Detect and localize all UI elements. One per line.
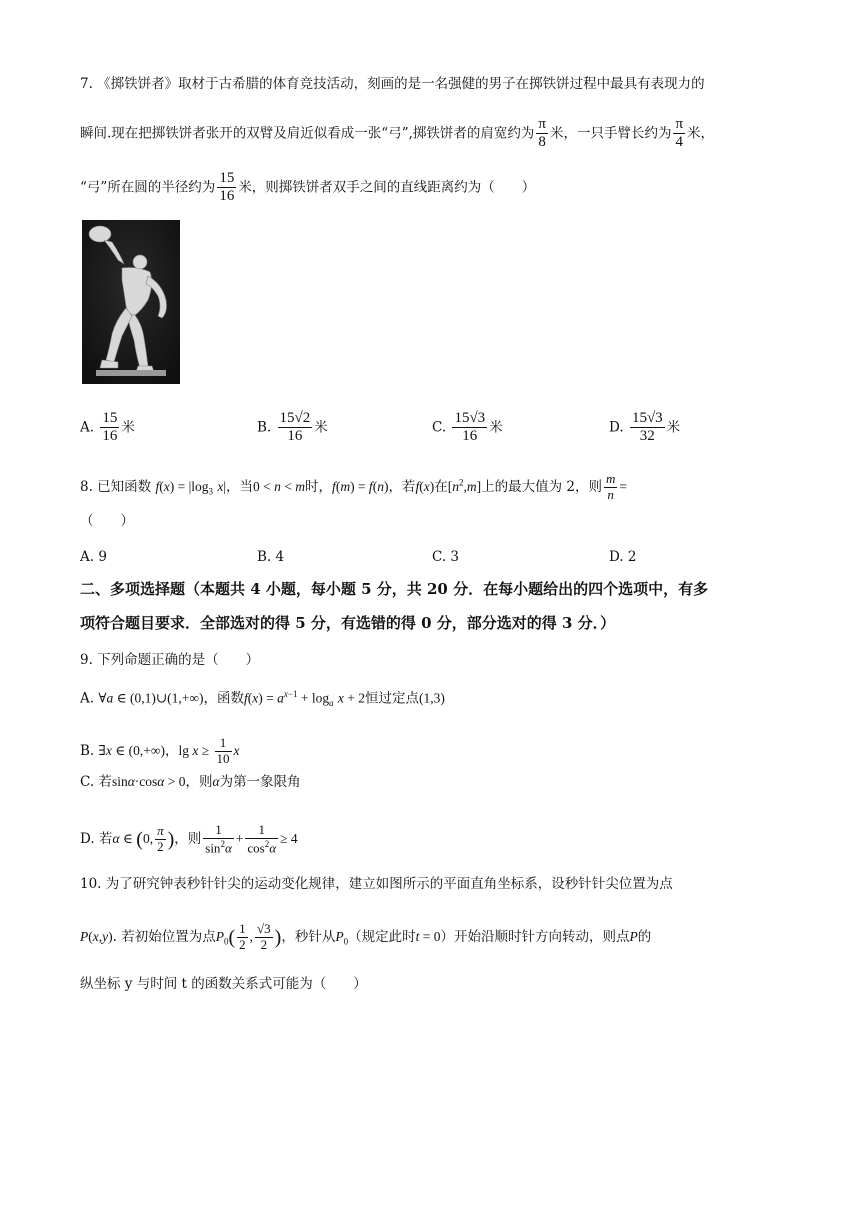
q9-stem: 9. 下列命题正确的是（ ）	[80, 652, 260, 668]
q7-option-b[interactable]: B. $\frac{15√2}{16}$ 米	[257, 410, 328, 445]
q7-option-a[interactable]: A. $\frac{15}{16}$ 米	[80, 410, 135, 445]
q7-line1: 7. 《掷铁饼者》取材于古希腊的体育竞技活动，刻画的是一名强健的男子在掷铁饼过程中最具有表现力的	[80, 76, 705, 92]
q9-option-a[interactable]: A. ∀a ∈ (0,1)∪(1,+∞)，函数$f(x) = a^{x-1} + \log_a x + 2$恒过定点(1,3)	[80, 689, 445, 709]
section-heading-line1: 二、多项选择题（本题共 4 小题，每小题 5 分，共 20 分．在每小题给出的四个选项中，有多	[80, 580, 709, 598]
section-heading-line2: 项符合题目要求．全部选对的得 5 分，有选错的得 0 分，部分选对的得 3 分．）	[80, 614, 616, 632]
discus-thrower-image	[82, 220, 180, 384]
q9-option-b[interactable]: B. ∃x ∈ (0,+∞)，lg x ≥ $\frac{1}{10}$ x	[80, 735, 240, 766]
q7-option-c[interactable]: C. $\frac{15√3}{16}$ 米	[432, 410, 503, 445]
q10-line2: P(x,y). 若初始位置为点$P_0$( $\frac{1}{2}$ , $\frac{√3}{2}$ )，秒针从$P_0$（规定此时t = 0）开始沿顺时针方向转动，则点P的	[80, 921, 652, 952]
arm-length-fraction: $\frac{\pi}{4}$	[675, 116, 684, 151]
q8-option-b[interactable]: B. 4	[257, 549, 285, 565]
q8-option-a[interactable]: A. 9	[80, 549, 107, 565]
q9-option-c[interactable]: C. 若sinα·cosα > 0，则α为第一象限角	[80, 774, 301, 790]
q10-line3: 纵坐标 y 与时间 t 的函数关系式可能为（ ）	[80, 976, 367, 992]
q7-option-d[interactable]: D. $\frac{15√3}{32}$ 米	[609, 410, 681, 445]
q7-line2: 瞬间.现在把掷铁饼者张开的双臂及肩近似看成一张“弓”,掷铁饼者的肩宽约为 $\frac{\pi}{8}$ 米，一只手臂长约为 $\frac{\pi}{4}$ 米，	[80, 116, 715, 151]
q8-option-c[interactable]: C. 3	[432, 549, 460, 565]
radius-fraction: $\frac{15}{16}$	[219, 170, 235, 205]
q7-line3: “弓”所在圆的半径约为 $\frac{15}{16}$ 米，则掷铁饼者双手之间的直线距离约为（ ）	[80, 170, 536, 205]
q8-paren: （ ）	[80, 513, 134, 529]
shoulder-width-fraction: $\frac{\pi}{8}$	[538, 116, 546, 151]
q9-option-d[interactable]: D. 若α ∈ (0, $\frac{\pi}{2}$ )，则 $\frac{1}{\sin^2\alpha}$ + $\frac{1}{\cos^2\alpha}$ ≥ 4	[80, 822, 298, 856]
q10-line1: 10. 为了研究钟表秒针针尖的运动变化规律，建立如图所示的平面直角坐标系，设秒针针尖位置为点	[80, 876, 673, 892]
q8-stem: 8. 已知函数 $f(x) = |\log_3$ x|，当0 < n < m时，f(m) = f(n)，若f(x)在$[n^2,m]$上的最大值为 2，则 $\frac{m}{n}$ =	[80, 471, 627, 502]
q8-option-d[interactable]: D. 2	[609, 549, 637, 565]
